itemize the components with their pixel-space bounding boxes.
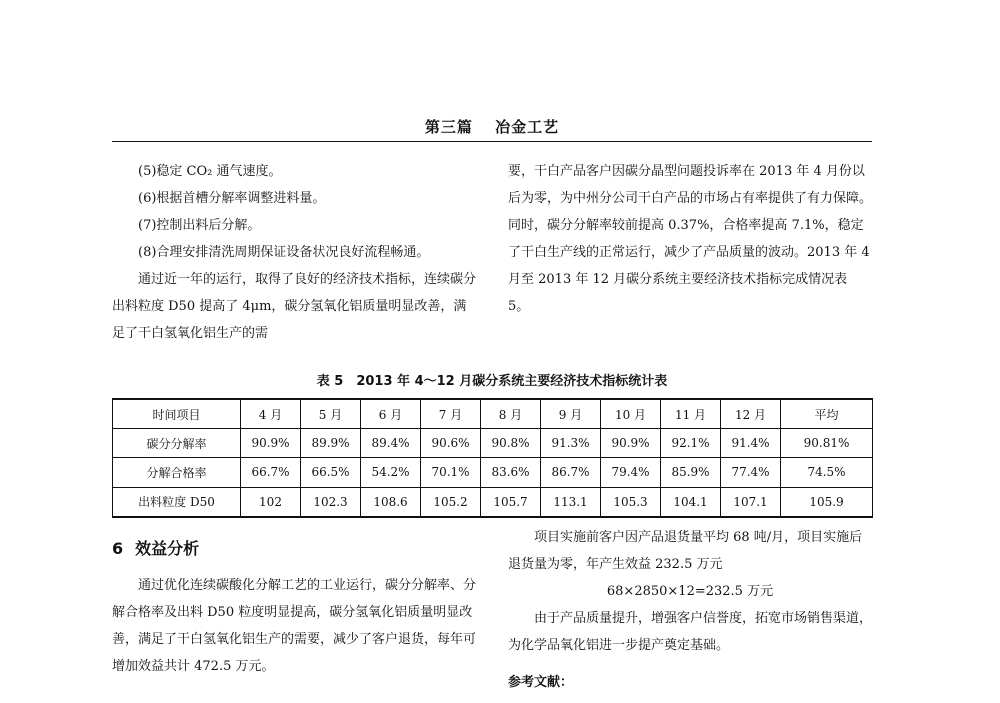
table-header-cell: 12 月 — [721, 399, 781, 429]
table-cell: 54.2% — [361, 458, 421, 487]
table-header-cell: 10 月 — [601, 399, 661, 429]
table-cell: 89.4% — [361, 429, 421, 458]
table-cell: 105.2 — [421, 487, 481, 517]
table-header-cell: 5 月 — [301, 399, 361, 429]
table-cell: 86.7% — [541, 458, 601, 487]
table-cell: 91.4% — [721, 429, 781, 458]
table-cell: 105.7 — [481, 487, 541, 517]
table-header-row — [113, 399, 873, 429]
header-title: 冶金工艺 — [495, 118, 560, 136]
stats-table — [112, 398, 873, 518]
table-cell: 79.4% — [601, 458, 661, 487]
table-caption: 表 5 2013 年 4～12 月碳分系统主要经济技术指标统计表 — [316, 374, 668, 389]
table-row — [113, 429, 873, 458]
table-cell: 66.5% — [301, 458, 361, 487]
results-paragraph: 通过近一年的运行，取得了良好的经济技术指标，连续碳分出料粒度 D50 提高了 4μm，碳分氢氧化铝质量明显改善，满足了干白氢氧化铝生产的需 — [112, 272, 477, 341]
table-row — [113, 487, 873, 517]
market-paragraph: 由于产品质量提升，增强客户信誉度，拓宽市场销售渠道，为化学品氧化铝进一步提产奠定基础。 — [508, 611, 873, 653]
section-heading — [112, 538, 199, 560]
table-cell: 92.1% — [661, 429, 721, 458]
table-cell: 102 — [241, 487, 301, 517]
section-title: 效益分析 — [135, 539, 200, 558]
return-paragraph: 项目实施前客户因产品退货量平均 68 吨/月，项目实施后退货量为零，年产生效益 232.5 万元 — [508, 530, 863, 572]
table-cell: 90.9% — [601, 429, 661, 458]
table-cell: 74.5% — [781, 458, 873, 487]
right-column-bottom — [508, 524, 872, 696]
table-cell: 66.7% — [241, 458, 301, 487]
table-cell: 90.9% — [241, 429, 301, 458]
benefit-formula: 68×2850×12=232.5 万元 — [606, 584, 774, 599]
table-cell: 70.1% — [421, 458, 481, 487]
list-item-7: (7)控制出料后分解。 — [138, 218, 261, 233]
table-header-cell: 时间项目 — [113, 399, 241, 429]
table-cell: 90.8% — [481, 429, 541, 458]
table-cell: 105.9 — [781, 487, 873, 517]
table-cell: 91.3% — [541, 429, 601, 458]
table-header-cell: 6 月 — [361, 399, 421, 429]
table-header-cell: 11 月 — [661, 399, 721, 429]
left-column-top — [112, 158, 476, 347]
table-row — [113, 458, 873, 487]
right-column-top — [508, 158, 872, 320]
table-header-cell: 4 月 — [241, 399, 301, 429]
table-cell: 出料粒度 D50 — [113, 487, 241, 517]
benefit-paragraph: 通过优化连续碳酸化分解工艺的工业运行，碳分分解率、分解合格率及出料 D50 粒度明显提高，碳分氢氧化铝质量明显改善，满足了干白氢氧化铝生产的需要，减少了客户退货，每年可增加效益共计 472.5 万元。 — [112, 578, 477, 674]
table-cell: 85.9% — [661, 458, 721, 487]
header-rule — [112, 141, 872, 142]
page-header — [112, 116, 872, 136]
table-header-cell: 9 月 — [541, 399, 601, 429]
left-column-bottom — [112, 572, 476, 680]
table-cell: 分解合格率 — [113, 458, 241, 487]
table-header-cell: 平均 — [781, 399, 873, 429]
list-item-5: (5)稳定 CO₂ 通气速度。 — [138, 164, 282, 179]
table-cell: 113.1 — [541, 487, 601, 517]
table-cell: 83.6% — [481, 458, 541, 487]
table-cell: 90.81% — [781, 429, 873, 458]
table-cell: 89.9% — [301, 429, 361, 458]
list-item-6: (6)根据首槽分解率调整进料量。 — [138, 191, 326, 206]
header-part: 第三篇 — [424, 118, 473, 136]
table-header-cell: 8 月 — [481, 399, 541, 429]
results-paragraph-continued: 要，干白产品客户因碳分晶型问题投诉率在 2013 年 4 月份以后为零，为中州分公司干白产品的市场占有率提供了有力保障。同时，碳分分解率较前提高 0.37%，合格率提高 7.1%，稳定了干白生产线的正常运行，减少了产品质量的波动。2013 年 4 月至 2013 年 12 月碳分系统主要经济技术指标完成情况表 5。 — [508, 164, 873, 314]
table-cell: 102.3 — [301, 487, 361, 517]
table-cell: 碳分分解率 — [113, 429, 241, 458]
table-cell: 90.6% — [421, 429, 481, 458]
table-cell: 105.3 — [601, 487, 661, 517]
list-item-8: (8)合理安排清洗周期保证设备状况良好流程畅通。 — [138, 245, 430, 260]
table-cell: 104.1 — [661, 487, 721, 517]
table-cell: 107.1 — [721, 487, 781, 517]
table-cell: 108.6 — [361, 487, 421, 517]
table-cell: 77.4% — [721, 458, 781, 487]
table-header-cell: 7 月 — [421, 399, 481, 429]
section-number: 6 — [112, 539, 124, 558]
references-heading: 参考文献： — [508, 675, 574, 690]
